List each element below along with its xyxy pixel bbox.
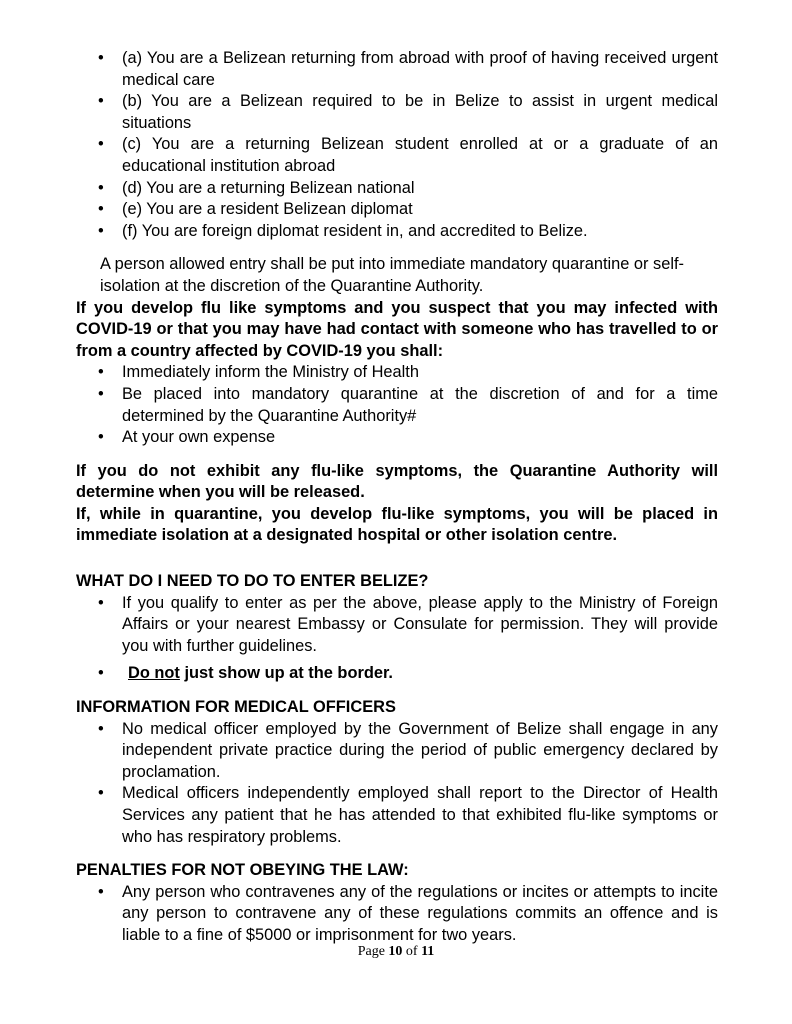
bullet-icon: •	[98, 221, 104, 240]
bullet-icon: •	[98, 92, 104, 111]
bullet-icon: •	[98, 363, 104, 382]
medical-officers-list	[76, 719, 718, 849]
list-item: • Immediately inform the Ministry of Health	[76, 362, 718, 384]
enter-belize-heading: WHAT DO I NEED TO DO TO ENTER BELIZE?	[76, 572, 429, 591]
list-item: • Any person who contravenes any of the regulations or incites or attempts to incite any person to contravene any of these regulations commits an offence and is liable to a fine of $5000 or imprisonment for two years.	[98, 882, 718, 944]
bullet-icon: •	[98, 664, 104, 683]
enter-belize-list	[76, 593, 718, 685]
list-item: • Do not just show up at the border.	[76, 663, 718, 685]
penalties-list	[76, 882, 718, 947]
list-item: • (d) You are a returning Belizean national	[76, 178, 718, 200]
entry-eligibility-list	[76, 48, 718, 242]
list-item: • At your own expense	[76, 427, 718, 449]
list-item: • (e) You are a resident Belizean diplomat	[76, 199, 718, 221]
bullet-icon: •	[98, 384, 104, 403]
list-item: • Be placed into mandatory quarantine at the discretion of and for a time determined by the Quarantine Authority#	[98, 384, 718, 425]
bullet-icon: •	[98, 178, 104, 197]
page-content	[76, 48, 718, 947]
medical-officers-heading: INFORMATION FOR MEDICAL OFFICERS	[76, 698, 396, 717]
bullet-icon: •	[98, 135, 104, 154]
flu-symptoms-paragraph: If you develop flu like symptoms and you suspect that you may infected with COVID-19 or that you may have had contact with someone who has travelled to or from a country affected by COVID-19 you shall:	[76, 298, 718, 360]
do-not-text: Do not	[128, 664, 180, 683]
list-item: • (a) You are a Belizean returning from abroad with proof of having received urgent medical care	[98, 49, 718, 89]
bullet-icon: •	[98, 593, 104, 612]
bullet-icon: •	[98, 428, 104, 447]
list-item: • (f) You are foreign diplomat resident in, and accredited to Belize.	[76, 221, 718, 243]
bullet-icon: •	[98, 49, 104, 67]
quarantine-paragraph: A person allowed entry shall be put into immediate mandatory quarantine or self-isolation at the discretion of the Quarantine Authority.	[100, 255, 685, 295]
list-item: • Medical officers independently employed shall report to the Director of Health Services any patient that he has attended to that exhibited flu-like symptoms or who has respiratory problems.	[98, 784, 718, 846]
bullet-icon: •	[98, 882, 104, 901]
flu-actions-list	[76, 362, 718, 448]
list-item: • (c) You are a returning Belizean student enrolled at or a graduate of an educational institution abroad	[98, 135, 718, 175]
list-item: • (b) You are a Belizean required to be in Belize to assist in urgent medical situations	[98, 92, 718, 132]
isolation-paragraph: If, while in quarantine, you develop flu-like symptoms, you will be placed in immediate isolation at a designated hospital or other isolation centre.	[76, 504, 718, 545]
list-item: • No medical officer employed by the Government of Belize shall engage in any independent private practice during the period of public emergency declared by proclamation.	[98, 719, 718, 781]
bullet-icon: •	[98, 784, 104, 803]
bullet-icon: •	[98, 719, 104, 738]
page-footer: Page 10 of 11	[357, 944, 435, 959]
list-item: • If you qualify to enter as per the above, please apply to the Ministry of Foreign Affairs or your nearest Embassy or Consulate for permission. They will provide you with further guidelines.	[98, 593, 718, 655]
penalties-heading: PENALTIES FOR NOT OBEYING THE LAW:	[76, 861, 409, 880]
no-symptoms-paragraph: If you do not exhibit any flu-like symptoms, the Quarantine Authority will determine when you will be released.	[76, 461, 718, 502]
bullet-icon: •	[98, 200, 104, 219]
